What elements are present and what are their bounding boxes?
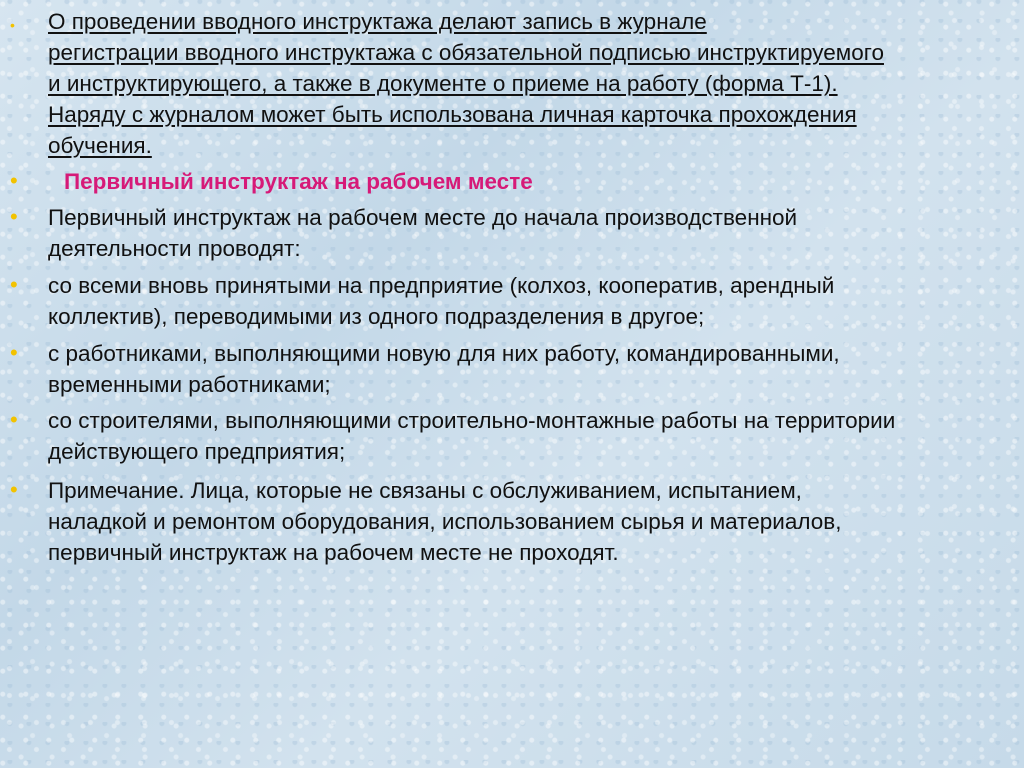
section-heading-text: Первичный инструктаж на рабочем месте <box>64 169 533 194</box>
list-item-text: Первичный инструктаж на рабочем месте до начала производственной деятельности проводят: <box>48 205 798 261</box>
list-item-text: с работниками, выполняющими новую для них работу, командированными, временными работниками; <box>48 341 840 397</box>
bullet-icon: • <box>10 477 18 502</box>
intro-text: О проведении вводного инструктажа делают запись в журнале регистрации вводного инструктажа с обязательной подписью инструктируемого и инструктирующего, а также в документе о приеме на работу (форма Т-1). Наряду с журналом может быть использована личная карточка прохождения обучения. <box>48 9 884 158</box>
bullet-icon: • <box>10 272 18 297</box>
bullet-icon: • <box>10 17 15 33</box>
bullet-icon: • <box>10 340 18 365</box>
bullet-icon: • <box>10 204 18 229</box>
bullet-icon: • <box>10 168 18 193</box>
bullet-icon: • <box>10 407 18 432</box>
list-item-text: со строителями, выполняющими строительно-монтажные работы на территории действующего предприятия; <box>48 408 896 464</box>
list-item-text: со всеми вновь принятыми на предприятие (колхоз, кооператив, арендный коллектив), переводимыми из одного подразделения в другое; <box>48 273 835 329</box>
list-item-text: Примечание. Лица, которые не связаны с обслуживанием, испытанием, наладкой и ремонтом оборудования, использованием сырья и материалов, первичный инструктаж на рабочем месте не проходят. <box>48 478 842 565</box>
